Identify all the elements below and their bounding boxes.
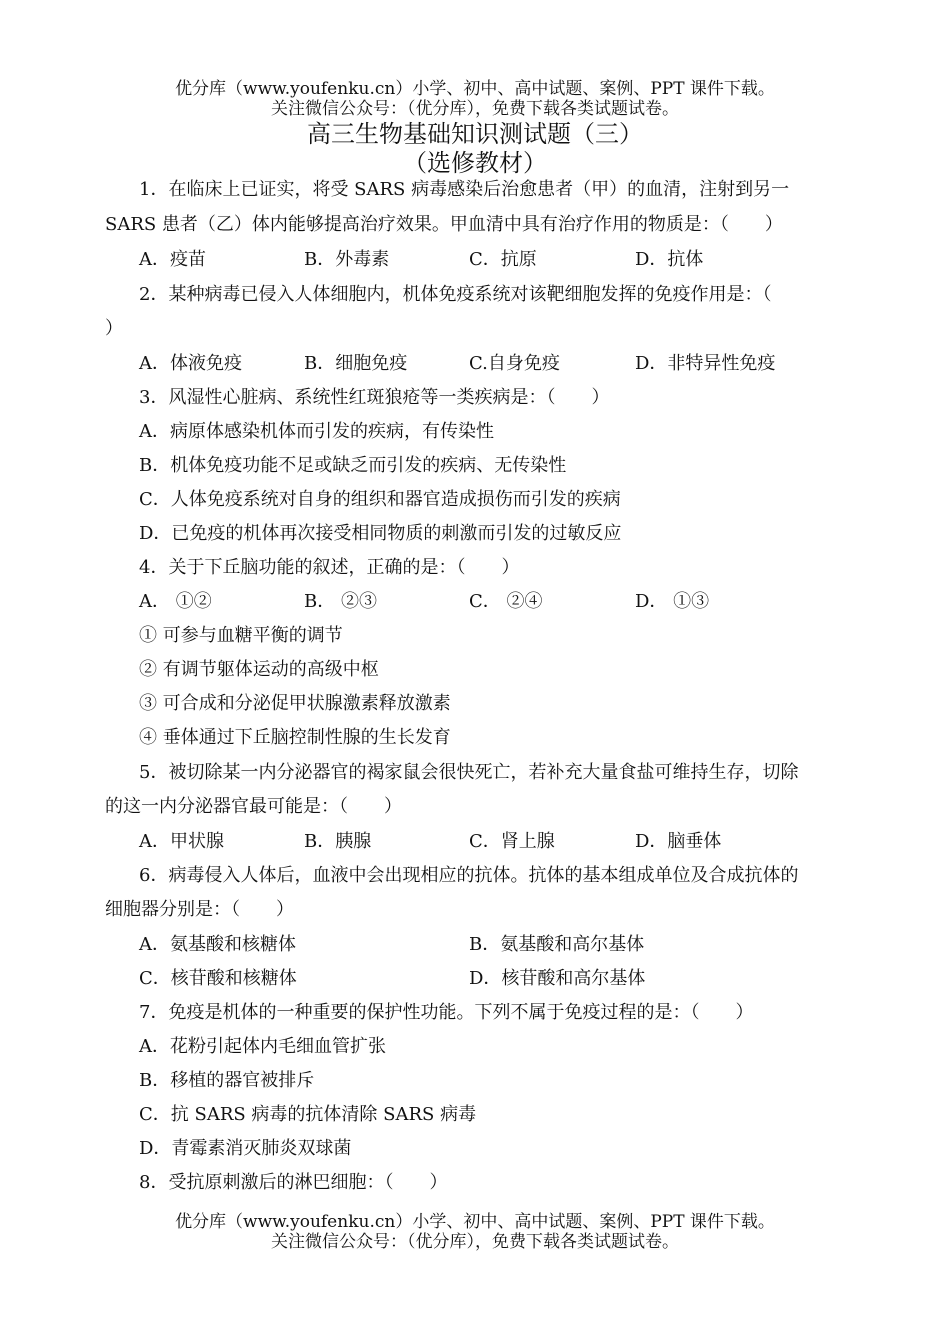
q4-option-d: D． ①③ [635,591,710,612]
q2-option-d: D．非特异性免疫 [635,353,776,374]
q3-option-b: B．机体免疫功能不足或缺乏而引发的疾病、无传染性 [139,455,567,476]
q6-option-b: B．氨基酸和高尔基体 [469,934,645,955]
q1-stem-line-2: SARS 患者（乙）体内能够提高治疗效果。甲血清中具有治疗作用的物质是：（ ） [105,214,783,235]
q1-stem-line-1: 1．在临床上已证实，将受 SARS 病毒感染后治愈患者（甲）的血清，注射到另一 [139,179,790,200]
q5-option-b: B．胰腺 [304,831,372,852]
q5-option-c: C．肾上腺 [469,831,555,852]
q4-option-c: C． ②④ [469,591,543,612]
q1-option-c: C．抗原 [469,249,537,270]
q1-option-b: B．外毒素 [304,249,390,270]
q7-option-b: B．移植的器官被排斥 [139,1070,315,1091]
q3-option-d: D．已免疫的机体再次接受相同物质的刺激而引发的过敏反应 [139,523,622,544]
q4-statement-4: ④ 垂体通过下丘脑控制性腺的生长发育 [139,727,451,748]
q6-option-a: A．氨基酸和核糖体 [139,934,296,955]
page-footer [0,1212,950,1252]
header-line-2: 关注微信公众号：（优分库），免费下载各类试题试卷。 [271,99,679,119]
q7-option-c: C．抗 SARS 病毒的抗体清除 SARS 病毒 [139,1104,477,1125]
q5-stem-line-1: 5．被切除某一内分泌器官的褐家鼠会很快死亡，若补充大量食盐可维持生存，切除 [139,762,799,783]
q3-option-c: C．人体免疫系统对自身的组织和器官造成损伤而引发的疾病 [139,489,621,510]
q5-option-d: D．脑垂体 [635,831,722,852]
q2-option-b: B．细胞免疫 [304,353,408,374]
page-subtitle: （选修教材） [403,149,547,177]
q2-option-a: A．体液免疫 [139,353,242,374]
q7-stem: 7．免疫是机体的一种重要的保护性功能。下列不属于免疫过程的是：（ ） [139,1002,754,1023]
q1-option-a: A．疫苗 [139,249,206,270]
q1-option-d: D．抗体 [635,249,704,270]
q2-option-c: C.自身免疫 [469,353,560,374]
q4-option-b: B． ②③ [304,591,377,612]
q4-statement-1: ① 可参与血糖平衡的调节 [139,625,343,646]
page-header [0,79,950,119]
q3-option-a: A．病原体感染机体而引发的疾病，有传染性 [139,421,494,442]
q6-stem-line-1: 6．病毒侵入人体后，血液中会出现相应的抗体。抗体的基本组成单位及合成抗体的 [139,865,799,886]
q2-stem-line-2: ） [105,318,123,339]
q6-option-d: D．核苷酸和高尔基体 [469,968,646,989]
q6-stem-line-2: 细胞器分别是：（ ） [105,899,294,920]
q5-option-a: A．甲状腺 [139,831,224,852]
q2-stem-line-1: 2．某种病毒已侵入人体细胞内，机体免疫系统对该靶细胞发挥的免疫作用是：（ [139,284,772,305]
q7-option-a: A．花粉引起体内毛细血管扩张 [139,1036,386,1057]
q7-option-d: D．青霉素消灭肺炎双球菌 [139,1138,352,1159]
q8-stem: 8．受抗原刺激后的淋巴细胞：（ ） [139,1172,448,1193]
q4-statement-2: ② 有调节躯体运动的高级中枢 [139,659,379,680]
footer-line-2: 关注微信公众号：（优分库），免费下载各类试题试卷。 [271,1232,679,1252]
q4-option-a: A． ①② [139,591,212,612]
header-line-1: 优分库（www.youfenku.cn）小学、初中、高中试题、案例、PPT 课件下载。 [175,79,775,99]
q5-stem-line-2: 的这一内分泌器官最可能是：（ ） [105,796,402,817]
q4-stem: 4．关于下丘脑功能的叙述，正确的是：（ ） [139,557,520,578]
page-title: 高三生物基础知识测试题（三） [307,120,643,148]
q4-statement-3: ③ 可合成和分泌促甲状腺激素释放激素 [139,693,451,714]
q6-option-c: C．核苷酸和核糖体 [139,968,297,989]
footer-line-1: 优分库（www.youfenku.cn）小学、初中、高中试题、案例、PPT 课件下载。 [175,1212,775,1232]
q3-stem: 3．风湿性心脏病、系统性红斑狼疮等一类疾病是：（ ） [139,387,610,408]
